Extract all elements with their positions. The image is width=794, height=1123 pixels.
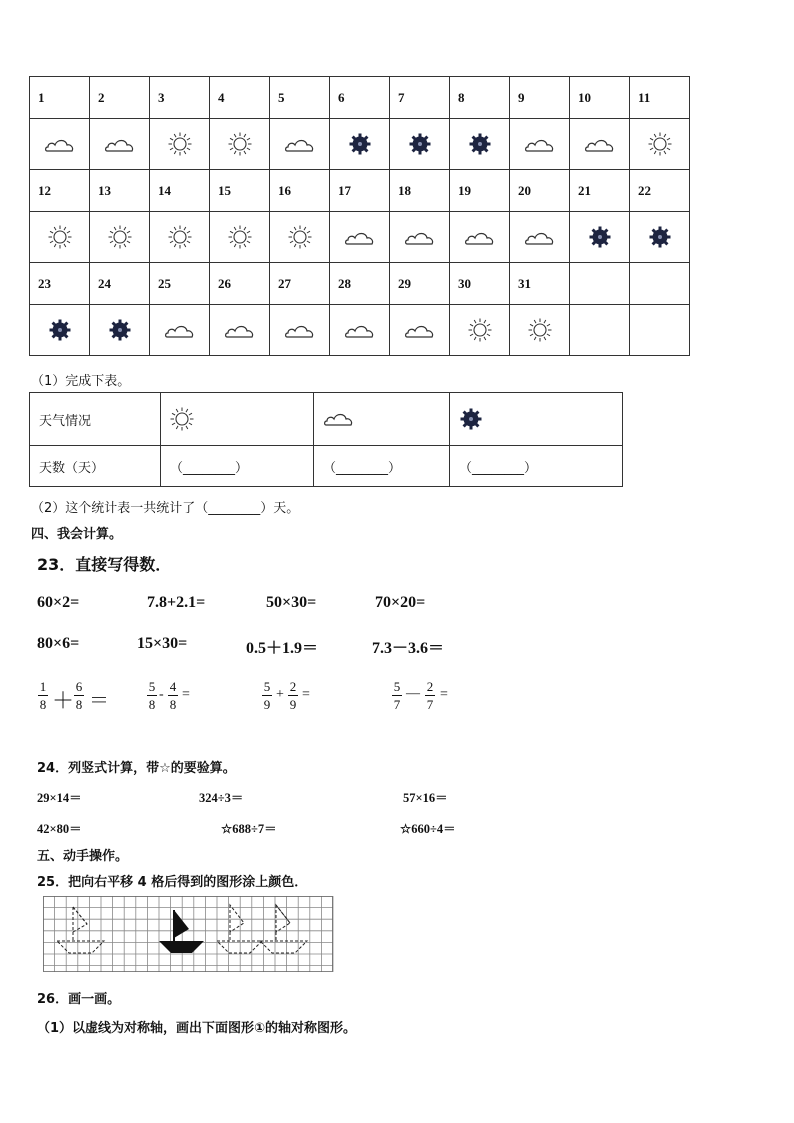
snow-icon [459,407,483,431]
sun-icon [228,132,252,156]
calendar-day-number: 27 [270,263,330,305]
cloud-icon [404,322,436,340]
question-1-label: （1）完成下表。 [31,374,131,389]
calendar-day-number: 6 [330,77,390,119]
cloud-icon [164,322,196,340]
equals-sign: = [182,687,190,702]
calc-item: 15×30= [137,635,188,652]
sun-icon [648,132,672,156]
calendar-day-number: 1 [30,77,90,119]
snow-icon [348,132,372,156]
calendar-day-number: 29 [390,263,450,305]
calendar-weather-cell [210,119,270,170]
fraction: 2 7 [426,679,434,712]
calc-item: 42×80＝ [37,822,82,836]
calendar-day-number: 18 [390,170,450,212]
calendar-day-number: 12 [30,170,90,212]
cloud-icon [284,322,316,340]
calendar-weather-cell [630,119,690,170]
calendar-weather-cell [270,119,330,170]
calendar-weather-cell [30,305,90,356]
sun-icon [48,225,72,249]
fraction: 5 9 [263,679,271,712]
equals-sign: ＝ [89,690,109,712]
question-24-title: 24．列竖式计算，带☆的要验算。 [37,761,236,776]
calendar-day-number: 30 [450,263,510,305]
calendar-day-number: 3 [150,77,210,119]
grid-lines [43,896,333,972]
calendar-weather-cell [390,212,450,263]
sun-days-blank[interactable]: （________） [161,446,314,487]
cloud-icon [44,136,76,154]
question-26-subtitle: （1）以虚线为对称轴，画出下面图形①的轴对称图形。 [37,1021,357,1036]
calc-item: ☆688÷7＝ [221,822,277,836]
stat-snow-cell [450,393,623,446]
cloud-icon [524,229,556,247]
calendar-weather-cell [570,305,630,356]
calc-item: ☆660÷4＝ [400,822,456,836]
calendar-weather-cell [510,212,570,263]
calendar-day-number: 10 [570,77,630,119]
sun-icon [170,412,194,427]
sun-icon [168,225,192,249]
snow-icon [48,318,72,342]
calc-item: 80×6= [37,635,80,652]
calc-item: 0.5＋1.9＝ [246,640,319,657]
calendar-day-number: 13 [90,170,150,212]
section-5-heading: 五、动手操作。 [37,849,129,864]
cloud-icon [224,322,256,340]
stat-sun-cell [161,393,314,446]
calendar-weather-cell [330,305,390,356]
stat-cloud-cell [314,393,450,446]
cloud-icon [323,412,355,427]
cloud-days-blank[interactable]: （________） [314,446,450,487]
calendar-weather-cell [90,212,150,263]
calendar-day-number: 11 [630,77,690,119]
calendar-weather-cell [150,212,210,263]
plus-sign: ＋ [52,688,75,713]
sun-icon [468,318,492,342]
calendar-weather-cell [510,119,570,170]
cloud-icon [284,136,316,154]
sun-icon [108,225,132,249]
cloud-icon [584,136,616,154]
calc-item: 29×14＝ [37,791,82,805]
equals-sign: = [302,687,310,702]
calendar-day-number: 24 [90,263,150,305]
calendar-day-number: 8 [450,77,510,119]
cloud-icon [344,229,376,247]
calendar-day-number [570,263,630,305]
fraction: 6 8 [75,679,83,712]
calendar-weather-cell [30,119,90,170]
snow-icon [648,225,672,249]
calendar-day-number: 28 [330,263,390,305]
calendar-day-number: 22 [630,170,690,212]
calendar-day-number: 20 [510,170,570,212]
calendar-day-number: 5 [270,77,330,119]
calendar-weather-cell [330,212,390,263]
calendar-weather-cell [450,212,510,263]
calendar-weather-cell [210,305,270,356]
calendar-weather-cell [30,212,90,263]
cloud-icon [524,136,556,154]
calendar-day-number: 31 [510,263,570,305]
calendar-day-number: 23 [30,263,90,305]
calendar-weather-cell [450,305,510,356]
sun-icon [288,225,312,249]
snow-icon [108,318,132,342]
calendar-weather-cell [90,119,150,170]
calc-item: 7.8+2.1= [147,594,206,611]
calendar-weather-cell [270,305,330,356]
calendar-weather-cell [570,212,630,263]
calendar-weather-cell [630,305,690,356]
calendar-weather-cell [210,212,270,263]
cloud-icon [464,229,496,247]
weather-label: 天气情况 [30,393,161,446]
calendar-day-number: 25 [150,263,210,305]
calc-item: 57×16＝ [403,791,448,805]
calendar-weather-cell [90,305,150,356]
calendar-day-number: 16 [270,170,330,212]
sun-icon [170,407,194,431]
question-2-text: （2）这个统计表一共统计了（________）天。 [31,501,300,516]
fraction: 4 8 [169,679,177,712]
calendar-day-number: 26 [210,263,270,305]
calc-item: 60×2= [37,594,80,611]
calendar-day-number: 19 [450,170,510,212]
calendar-weather-cell [510,305,570,356]
fraction: 2 9 [289,679,297,712]
calendar-day-number: 7 [390,77,450,119]
fraction: 5 8 [148,679,156,712]
calendar-day-number: 4 [210,77,270,119]
weather-stat-table [29,392,623,487]
sun-icon [528,318,552,342]
calendar-day-number: 15 [210,170,270,212]
calendar-weather-cell [570,119,630,170]
question-26-title: 26．画一画。 [37,992,121,1007]
equals-sign: = [440,687,448,702]
cloud-icon [404,229,436,247]
fraction: 5 7 [393,679,401,712]
cloud-icon [344,322,376,340]
calendar-weather-cell [390,305,450,356]
calendar-day-number: 17 [330,170,390,212]
sun-icon [228,225,252,249]
calendar-weather-cell [330,119,390,170]
calc-item: 50×30= [266,594,317,611]
sun-icon [168,132,192,156]
calendar-weather-cell [150,119,210,170]
calendar-day-number: 21 [570,170,630,212]
calendar-weather-cell [450,119,510,170]
calendar-day-number [630,263,690,305]
fraction: 1 8 [39,679,47,712]
cloud-icon [323,410,355,428]
question-23-title: 23．直接写得数． [37,555,172,574]
solid-boat [159,910,204,953]
cloud-icon [104,136,136,154]
minus-sign: - [159,687,164,702]
weather-calendar [29,76,690,356]
calendar-weather-cell [270,212,330,263]
calendar-weather-cell [630,212,690,263]
calendar-day-number: 2 [90,77,150,119]
snow-icon [459,412,483,427]
days-label: 天数（天） [30,446,161,487]
translation-grid[interactable] [43,896,335,972]
calendar-day-number: 14 [150,170,210,212]
calendar-day-number: 9 [510,77,570,119]
snow-icon [588,225,612,249]
calc-item: 7.3－3.6＝ [372,640,445,657]
snow-icon [408,132,432,156]
calendar-weather-cell [390,119,450,170]
snow-icon [468,132,492,156]
question-25-title: 25．把向右平移 4 格后得到的图形涂上颜色． [37,875,308,890]
minus-sign: — [406,686,420,701]
calc-item: 70×20= [375,594,426,611]
plus-sign: + [276,687,284,702]
snow-days-blank[interactable]: （________） [450,446,623,487]
calendar-weather-cell [150,305,210,356]
section-4-heading: 四、我会计算。 [31,527,123,542]
calc-item: 324÷3＝ [199,791,244,805]
